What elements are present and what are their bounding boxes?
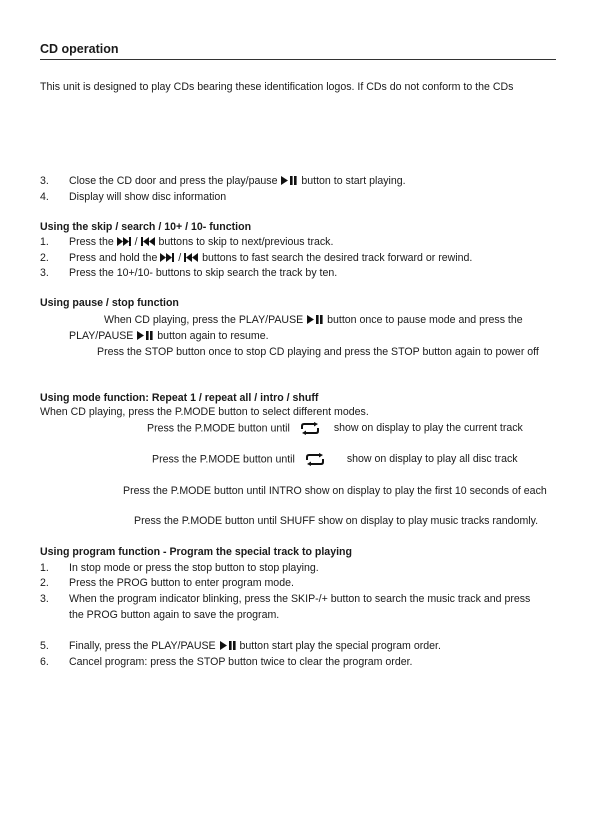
item-text: buttons to skip to next/previous track. [158,236,334,248]
section-heading-mode: Using mode function: Repeat 1 / repeat all / intro / shuff [40,392,319,404]
item-number: 3. [40,175,49,187]
item-text: In stop mode or press the stop button to stop playing. [69,562,319,574]
item-text: button again to resume. [157,330,269,342]
separator: / [134,236,138,248]
repeat-icon [304,453,326,466]
pause-line-2 [69,330,269,343]
next-track-icon [160,253,175,262]
item-text: button start play the special program order. [239,640,441,652]
item-text: show on display to play the current track [333,422,523,435]
next-track-icon [117,237,132,246]
item-text: button to start playing. [301,175,406,187]
play-pause-icon [136,331,154,340]
item-text: Press and hold the [69,252,158,264]
repeat-icon [299,422,321,435]
play-pause-icon [219,641,237,650]
item-number: 1. [40,236,49,248]
section-heading-program: Using program function - Program the special track to playing [40,546,352,558]
section-heading-skip: Using the skip / search / 10+ / 10- function [40,221,252,233]
intro-text: This unit is designed to play CDs bearing these identification logos. If CDs do not conform to the CDs [40,81,514,93]
item-number: 3. [40,593,49,605]
item-text: Press the 10+/10- buttons to skip search the track by ten. [69,267,338,279]
item-text: Close the CD door and press the play/pause [69,175,278,187]
item-text: Press the P.MODE button until [152,453,295,466]
previous-track-icon [184,253,199,262]
separator: / [178,252,182,264]
item-number: 5. [40,640,49,652]
page-title: CD operation [40,42,119,56]
item-text: When CD playing, press the PLAY/PAUSE [104,314,304,326]
list-item-continuation: the PROG button again to save the program. [69,609,280,621]
item-text: show on display to play all disc track [346,453,518,466]
pause-line-1 [104,314,523,327]
title-rule [40,59,556,60]
mode-shuff-line: Press the P.MODE button until SHUFF show on display to play music tracks randomly. [134,515,539,527]
item-number: 2. [40,577,49,589]
item-text: button once to pause mode and press the [327,314,523,326]
item-text: Cancel program: press the STOP button twice to clear the program order. [69,656,413,668]
item-text: When the program indicator blinking, press the SKIP-/+ button to search the music track and press [69,593,531,605]
item-text: PLAY/PAUSE [69,330,134,342]
pause-line-3: Press the STOP button once to stop CD playing and press the STOP button again to power off [97,346,539,358]
item-number: 4. [40,191,49,203]
item-text: Press the [69,236,114,248]
previous-track-icon [141,237,156,246]
section-heading-pause: Using pause / stop function [40,297,179,309]
item-text: Display will show disc information [69,191,227,203]
item-text: Press the P.MODE button until [147,422,290,435]
mode-repeat-all [152,453,518,466]
item-text: Press the PROG button to enter program mode. [69,577,294,589]
item-text: buttons to fast search the desired track forward or rewind. [202,252,473,264]
mode-intro-line: Press the P.MODE button until INTRO show on display to play the first 10 seconds of each [123,485,547,497]
play-pause-icon [280,176,298,185]
item-number: 1. [40,562,49,574]
item-text: Finally, press the PLAY/PAUSE [69,640,216,652]
item-number: 3. [40,267,49,279]
mode-intro: When CD playing, press the P.MODE button to select different modes. [40,406,369,418]
mode-repeat-one [147,422,523,435]
item-number: 2. [40,252,49,264]
play-pause-icon [306,315,324,324]
item-number: 6. [40,656,49,668]
